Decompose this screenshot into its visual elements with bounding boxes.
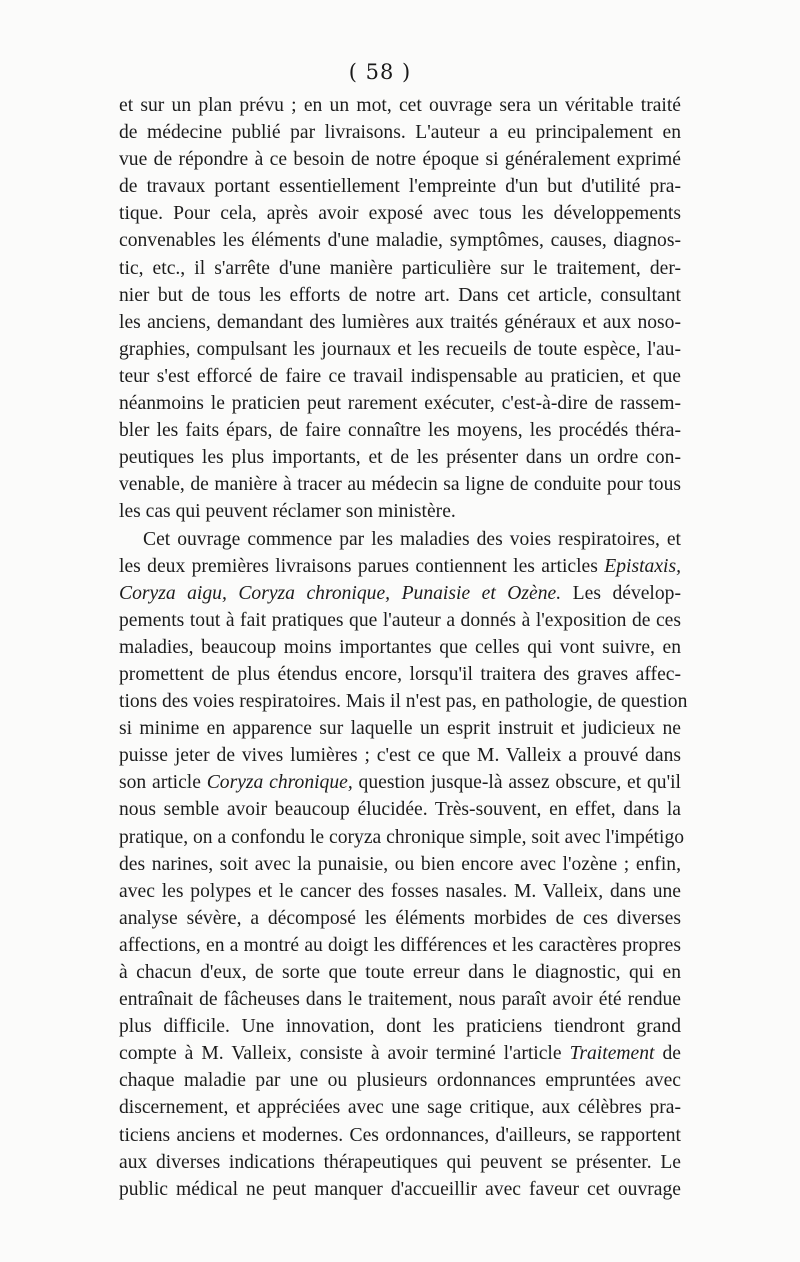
italic-text-segment: Coryza chronique, (206, 772, 353, 794)
text-segment: pements tout à fait pratiques que l'auteur a donnés à l'exposition de ces (119, 609, 681, 631)
text-line (119, 309, 681, 336)
text-segment: les deux premières livraisons parues contiennent les articles (119, 555, 605, 577)
text-line (119, 634, 681, 661)
text-line (119, 1122, 681, 1149)
text-segment: peutiques les plus importants, et de les présenter dans un ordre con- (119, 447, 681, 469)
text-segment: les cas qui peuvent réclamer son ministère. (119, 501, 456, 523)
text-line (119, 715, 681, 742)
text-segment: chaque maladie par une ou plusieurs ordonnances empruntées avec (119, 1070, 681, 1092)
text-segment: à chacun d'eux, de sorte que toute erreur dans le diagnostic, qui en (119, 962, 681, 983)
text-line (119, 1013, 681, 1040)
text-line (119, 227, 681, 254)
text-line (119, 119, 681, 146)
text-line (119, 661, 681, 688)
text-segment: nier but de tous les efforts de notre art. Dans cet article, consultant (119, 284, 681, 306)
text-segment: nous semble avoir beaucoup élucidée. Très-souvent, en effet, dans la (119, 799, 681, 821)
text-segment: tions des voies respiratoires. Mais il n'est pas, en pathologie, de question (119, 691, 688, 713)
text-segment: puisse jeter de vives lumières ; c'est ce que M. Valleix a prouvé dans (119, 745, 681, 767)
text-segment: tique. Pour cela, après avoir exposé avec tous les développements (119, 203, 681, 225)
text-line (119, 200, 681, 227)
text-segment: aux diverses indications thérapeutiques qui peuvent se présenter. Le (119, 1151, 681, 1173)
page-number: ( 58 ) (348, 60, 412, 84)
text-segment: avec les polypes et le cancer des fosses nasales. M. Valleix, dans une (119, 880, 681, 902)
text-segment: vue de répondre à ce besoin de notre époque si généralement exprimé (119, 149, 681, 171)
text-line (119, 607, 681, 634)
text-segment: question jusque-là assez obscure, et qu'il (352, 772, 681, 794)
text-segment: les anciens, demandant des lumières aux traités généraux et aux noso- (119, 311, 681, 333)
italic-text-segment: Coryza aigu, Coryza chronique, Punaisie et Ozène. (119, 582, 562, 604)
text-line (119, 1094, 681, 1121)
text-line (119, 526, 681, 553)
body-text (119, 92, 688, 1203)
italic-text-segment: Traitement (569, 1043, 655, 1065)
paragraph-2 (119, 526, 688, 1203)
text-line (119, 688, 688, 715)
text-segment: néanmoins le praticien peut rarement exécuter, c'est-à-dire de rassem- (119, 393, 681, 415)
text-line (119, 282, 681, 309)
text-line (119, 824, 685, 851)
text-line (119, 905, 681, 932)
text-line (119, 92, 681, 119)
text-line (119, 769, 681, 796)
italic-text-segment: Epistaxis, (604, 555, 681, 577)
text-line (119, 1149, 681, 1176)
text-line (119, 932, 681, 959)
text-line (119, 444, 681, 471)
text-segment: affections, en a montré au doigt les différences et les caractères propres (119, 934, 681, 956)
text-line (119, 417, 681, 444)
text-line (119, 1067, 681, 1094)
text-segment: Cet ouvrage commence par les maladies des voies respiratoires, et (143, 528, 681, 550)
text-line (119, 959, 681, 986)
text-segment: de travaux portant essentiellement l'empreinte d'un but d'utilité pra- (119, 176, 681, 198)
text-segment: entraînait de fâcheuses dans le traitement, nous paraît avoir été rendue (119, 989, 681, 1011)
text-segment: promettent de plus étendus encore, lorsqu'il traitera des graves affec- (119, 663, 681, 685)
text-segment: venable, de manière à tracer au médecin sa ligne de conduite pour tous (119, 474, 681, 496)
text-line (119, 363, 681, 390)
text-segment: maladies, beaucoup moins importantes que celles qui vont suivre, en (119, 636, 681, 658)
text-segment: de médecine publié par livraisons. L'auteur a eu principalement en (119, 122, 681, 144)
text-segment: public médical ne peut manquer d'accueillir avec faveur cet ouvrage (119, 1178, 681, 1200)
text-line (119, 580, 681, 607)
text-line (119, 796, 681, 823)
text-segment: tic, etc., il s'arrête d'une manière particulière sur le traitement, der- (119, 257, 681, 279)
text-segment: plus difficile. Une innovation, dont les praticiens tiendront grand (119, 1016, 681, 1038)
paragraph-1 (119, 92, 681, 526)
text-line (119, 471, 681, 498)
text-segment: son article (119, 772, 207, 794)
text-line (119, 390, 681, 417)
text-segment: de (654, 1043, 681, 1065)
text-line (119, 878, 681, 905)
text-segment: teur s'est efforcé de faire ce travail indispensable au praticien, et que (119, 365, 681, 387)
text-segment: convenables les éléments d'une maladie, symptômes, causes, diagnos- (119, 230, 681, 252)
text-line (119, 851, 681, 878)
text-segment: graphies, compulsant les journaux et les recueils de toute espèce, l'au- (119, 338, 681, 360)
text-segment: bler les faits épars, de faire connaître les moyens, les procédés théra- (119, 420, 681, 442)
text-line (119, 1176, 681, 1203)
text-line (119, 986, 681, 1013)
text-segment: pratique, on a confondu le coryza chronique simple, soit avec l'impétigo (119, 826, 685, 848)
text-line (119, 255, 681, 282)
text-line (119, 146, 681, 173)
text-line (119, 498, 681, 525)
text-segment: si minime en apparence sur laquelle un esprit instruit et judicieux ne (119, 718, 681, 740)
text-segment: et sur un plan prévu ; en un mot, cet ouvrage sera un véritable traité (119, 95, 681, 116)
text-segment: discernement, et appréciées avec une sage critique, aux célèbres pra- (119, 1097, 681, 1119)
text-segment: Les dévelop- (561, 582, 681, 604)
text-line (119, 742, 681, 769)
text-segment: des narines, soit avec la punaisie, ou bien encore avec l'ozène ; enfin, (119, 853, 681, 875)
text-line (119, 173, 681, 200)
text-segment: ticiens anciens et modernes. Ces ordonnances, d'ailleurs, se rapportent (119, 1124, 681, 1146)
text-line (119, 553, 681, 580)
text-line (119, 1040, 681, 1067)
text-segment: analyse sévère, a décomposé les éléments morbides de ces diverses (119, 907, 681, 929)
text-line (119, 336, 681, 363)
text-segment: compte à M. Valleix, consiste à avoir terminé l'article (119, 1043, 570, 1065)
